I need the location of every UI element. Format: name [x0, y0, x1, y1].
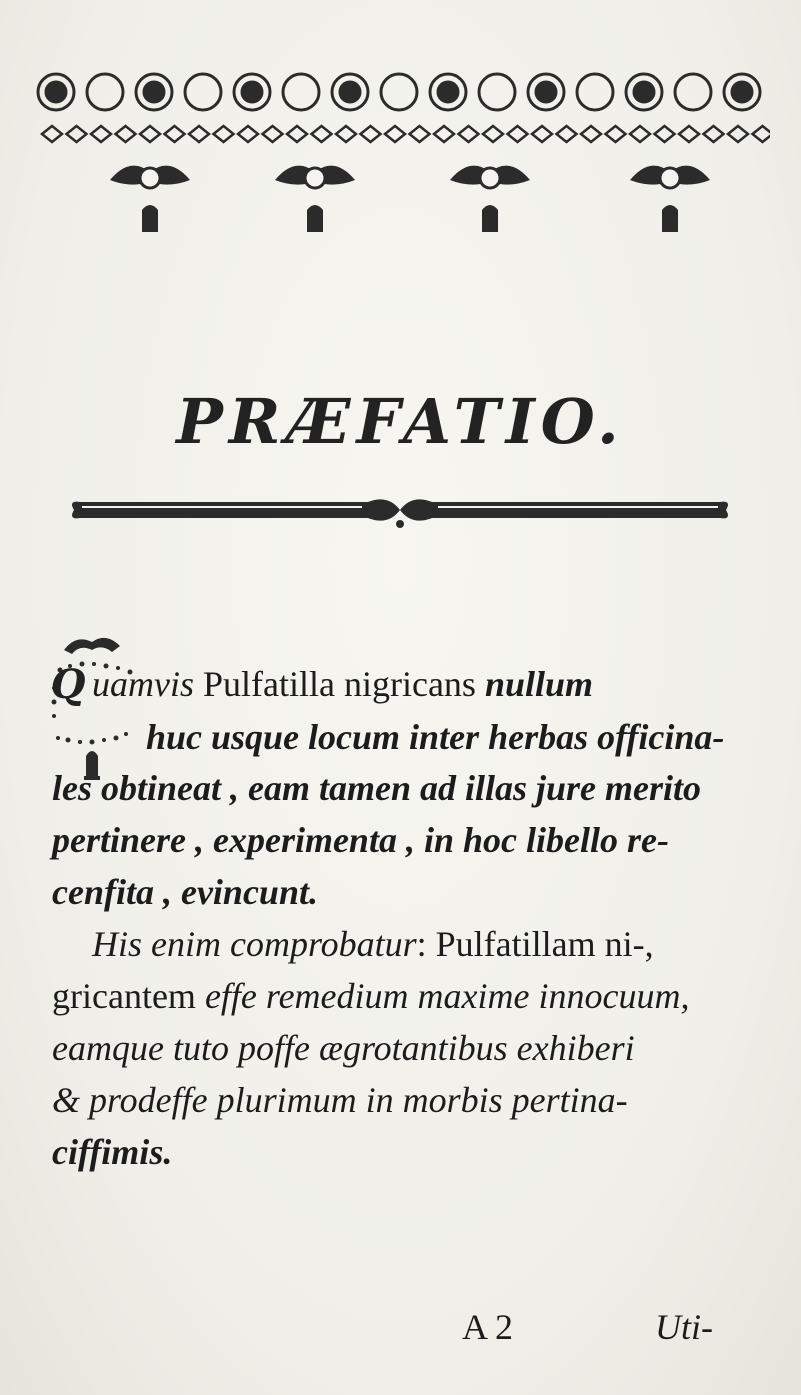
text-segment: cenfita , evincunt. — [52, 872, 318, 912]
medallion-ornament — [185, 74, 221, 110]
text-segment: ciffimis. — [52, 1132, 173, 1172]
diamond-ornament — [557, 126, 577, 142]
text-segment: huc usque locum inter herbas officina- — [146, 717, 725, 757]
medallion-ornament — [577, 74, 613, 110]
diamond-ornament — [459, 126, 479, 142]
medallion-fill-ornament — [340, 82, 360, 102]
floral-cluster-ornament — [275, 166, 355, 232]
text-segment: & prodeffe plurimum in morbis pertina- — [52, 1080, 628, 1120]
text-line — [52, 1078, 628, 1122]
text-line — [92, 662, 593, 706]
medallion-fill-ornament — [438, 82, 458, 102]
medallion-ornament — [675, 74, 711, 110]
text-line — [52, 766, 701, 810]
floral-cluster-ornament — [110, 166, 190, 232]
text-segment: nullum — [484, 664, 594, 704]
text-line — [52, 1026, 635, 1070]
medallion-ornament — [381, 74, 417, 110]
medallion-fill-ornament — [144, 82, 164, 102]
diamond-ornament — [42, 126, 62, 142]
diamond-ornament — [189, 126, 209, 142]
diamond-ornament — [630, 126, 650, 142]
text-line — [146, 715, 724, 759]
page-title: PRÆFATIO. — [176, 385, 625, 458]
text-line — [52, 974, 689, 1018]
text-segment: : Pulfatillam ni-, — [416, 924, 654, 964]
diamond-ornament — [67, 126, 87, 142]
text-line — [52, 870, 318, 914]
text-segment: gricantem — [52, 976, 205, 1016]
medallion-ornament — [87, 74, 123, 110]
catchword: Uti- — [655, 1307, 713, 1347]
floral-cluster-ornament — [630, 166, 710, 232]
signature-mark: A 2 — [462, 1307, 514, 1347]
diamond-ornament — [434, 126, 454, 142]
diamond-ornament — [704, 126, 724, 142]
diamond-ornament — [385, 126, 405, 142]
diamond-ornament — [606, 126, 626, 142]
medallion-fill-ornament — [242, 82, 262, 102]
diamond-ornament — [165, 126, 185, 142]
diamond-ornament — [140, 126, 160, 142]
diamond-ornament — [238, 126, 258, 142]
floral-cluster-ornament — [450, 166, 530, 232]
diamond-ornament — [581, 126, 601, 142]
diamond-ornament — [508, 126, 528, 142]
diamond-ornament — [753, 126, 771, 142]
diamond-ornament — [483, 126, 503, 142]
text-segment: pertinere , experimenta , in hoc libello re- — [52, 820, 669, 860]
diamond-ornament — [655, 126, 675, 142]
diamond-ornament — [214, 126, 234, 142]
text-line — [92, 922, 654, 966]
text-segment: Pulfatilla nigricans — [194, 664, 485, 704]
text-line — [52, 818, 669, 862]
medallion-ornament — [283, 74, 319, 110]
text-segment: les obtineat , eam tamen ad illas jure merito — [52, 768, 702, 808]
medallion-fill-ornament — [536, 82, 556, 102]
diamond-ornament — [91, 126, 111, 142]
text-line — [52, 1130, 172, 1174]
text-segment: uamvis — [92, 664, 194, 704]
medallion-fill-ornament — [634, 82, 654, 102]
diamond-ornament — [728, 126, 748, 142]
text-segment: eamque tuto poffe ægrotantibus exhiberi — [52, 1028, 635, 1068]
text-segment: His enim comprobatur — [92, 924, 417, 964]
title-rule-ornament — [68, 490, 732, 530]
drop-cap-letter: Q — [50, 661, 86, 708]
diamond-ornament — [361, 126, 381, 142]
medallion-ornament — [479, 74, 515, 110]
medallion-fill-ornament — [732, 82, 752, 102]
diamond-ornament — [336, 126, 356, 142]
diamond-ornament — [312, 126, 332, 142]
text-segment: effe remedium maxime innocuum, — [204, 976, 690, 1016]
medallion-fill-ornament — [46, 82, 66, 102]
headpiece-ornament — [30, 60, 770, 250]
diamond-ornament — [287, 126, 307, 142]
diamond-ornament — [410, 126, 430, 142]
diamond-ornament — [679, 126, 699, 142]
diamond-ornament — [532, 126, 552, 142]
diamond-ornament — [116, 126, 136, 142]
diamond-ornament — [263, 126, 283, 142]
